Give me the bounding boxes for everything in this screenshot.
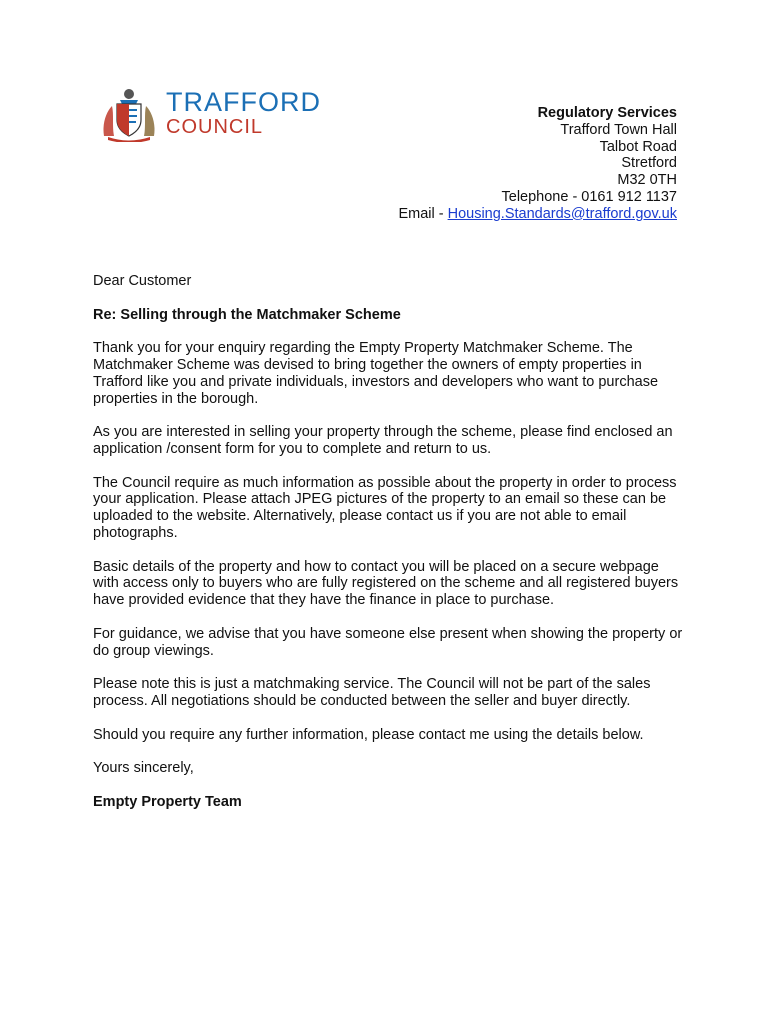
address-line-2: Talbot Road — [599, 138, 677, 155]
paragraph: Thank you for your enquiry regarding the Empty Property Matchmaker Scheme. The Matchmaker Scheme was devised to bring together the owners of empty properties in Trafford like you and private individuals, investors and developers who want to purchase properties in the borough. — [93, 340, 659, 407]
paragraph: Please note this is just a matchmaking service. The Council will not be part of the sales process. All negotiations should be conducted between the seller and buyer directly. — [93, 676, 651, 709]
paragraph: The Council require as much information as possible about the property in order to process your application. Please attach JPEG pictures of the property to an email so these can be uploaded to the website. Alternatively, please contact us if you are not able to email photographs. — [93, 474, 677, 541]
trafford-council-logo — [100, 86, 330, 142]
letter-body — [93, 273, 683, 827]
sender-address — [398, 105, 677, 223]
email-line — [398, 206, 677, 223]
council-crest-icon — [100, 86, 158, 142]
paragraph: For guidance, we advise that you have someone else present when showing the property or do group viewings. — [93, 625, 683, 659]
department-name: Regulatory Services — [537, 105, 677, 121]
paragraph: As you are interested in selling your property through the scheme, please find enclosed an application /consent form for you to complete and return to us. — [93, 424, 673, 457]
paragraph: Basic details of the property and how to contact you will be placed on a secure webpage with access only to buyers who are fully registered on the scheme and all registered buyers have provided evidence that they have the finance in place to purchase. — [93, 558, 679, 609]
address-line-1: Trafford Town Hall — [560, 121, 677, 138]
paragraph: Should you require any further information, please contact me using the details below. — [93, 726, 644, 743]
address-postcode: M32 0TH — [617, 172, 677, 189]
email-label: Email - — [398, 205, 448, 222]
closing: Yours sincerely, — [93, 760, 194, 777]
logo-text-council: COUNCIL — [166, 116, 264, 138]
letter-subject: Re: Selling through the Matchmaker Scheme — [93, 306, 401, 323]
email-link[interactable]: Housing.Standards@trafford.gov.uk — [447, 205, 677, 222]
signature: Empty Property Team — [93, 793, 242, 810]
address-line-3: Stretford — [621, 155, 677, 172]
telephone: Telephone - 0161 912 1137 — [501, 188, 677, 205]
salutation: Dear Customer — [93, 273, 192, 289]
logo-text-trafford: TRAFFORD — [166, 87, 321, 117]
